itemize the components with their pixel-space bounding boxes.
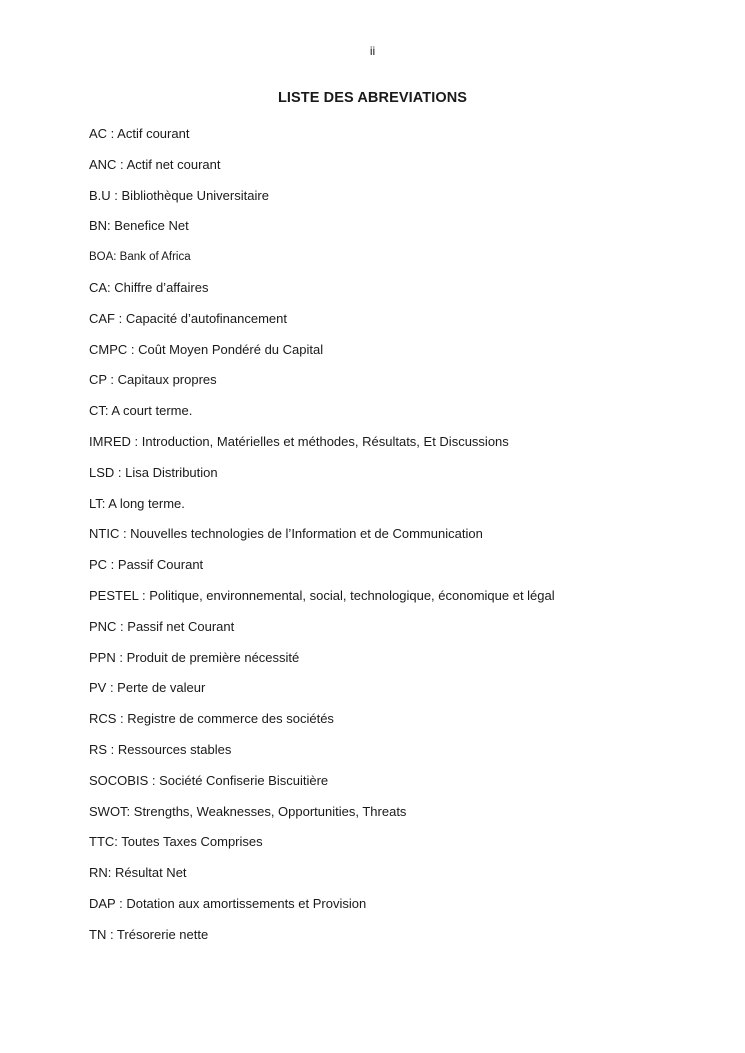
- abbreviation-item: RN: Résultat Net: [89, 865, 187, 881]
- abbreviation-item: LSD : Lisa Distribution: [89, 464, 218, 480]
- abbreviation-item: CP : Capitaux propres: [89, 372, 217, 388]
- abbreviation-item: BN: Benefice Net: [89, 218, 189, 234]
- abbreviation-item: CA: Chiffre d’affaires: [89, 279, 209, 295]
- abbreviation-item: CT: A court terme.: [89, 403, 193, 419]
- abbreviation-item: PESTEL : Politique, environnemental, social, technologique, économique et légal: [89, 587, 555, 603]
- abbreviation-item: IMRED : Introduction, Matérielles et méthodes, Résultats, Et Discussions: [89, 433, 509, 449]
- abbreviation-item: DAP : Dotation aux amortissements et Provision: [89, 895, 367, 911]
- abbreviation-item: TN : Trésorerie nette: [89, 926, 209, 942]
- page-number: ii: [369, 44, 376, 58]
- abbreviation-item: PV : Perte de valeur: [89, 680, 206, 696]
- abbreviation-item: B.U : Bibliothèque Universitaire: [89, 187, 269, 203]
- abbreviation-item: AC : Actif courant: [89, 126, 190, 141]
- abbreviation-item: PNC : Passif net Courant: [89, 618, 235, 634]
- abbreviation-item: ANC : Actif net courant: [89, 156, 221, 172]
- abbreviation-item: LT: A long terme.: [89, 495, 185, 511]
- abbreviation-item: TTC: Toutes Taxes Comprises: [89, 834, 263, 850]
- abbreviation-list: [89, 126, 555, 958]
- page-title: LISTE DES ABREVIATIONS: [277, 90, 468, 106]
- abbreviation-item: PC : Passif Courant: [89, 557, 204, 573]
- abbreviation-item: RCS : Registre de commerce des sociétés: [89, 711, 334, 727]
- abbreviation-item: NTIC : Nouvelles technologies de l’Information et de Communication: [89, 526, 483, 542]
- abbreviation-item: PPN : Produit de première nécessité: [89, 649, 300, 665]
- abbreviation-item: CMPC : Coût Moyen Pondéré du Capital: [89, 341, 324, 357]
- abbreviation-item: CAF : Capacité d’autofinancement: [89, 310, 287, 326]
- abbreviation-item: RS : Ressources stables: [89, 741, 232, 757]
- abbreviation-item: SOCOBIS : Société Confiserie Biscuitière: [89, 772, 329, 788]
- abbreviation-item: BOA: Bank of Africa: [89, 251, 191, 264]
- abbreviation-item: SWOT: Strengths, Weaknesses, Opportunities, Threats: [89, 803, 407, 819]
